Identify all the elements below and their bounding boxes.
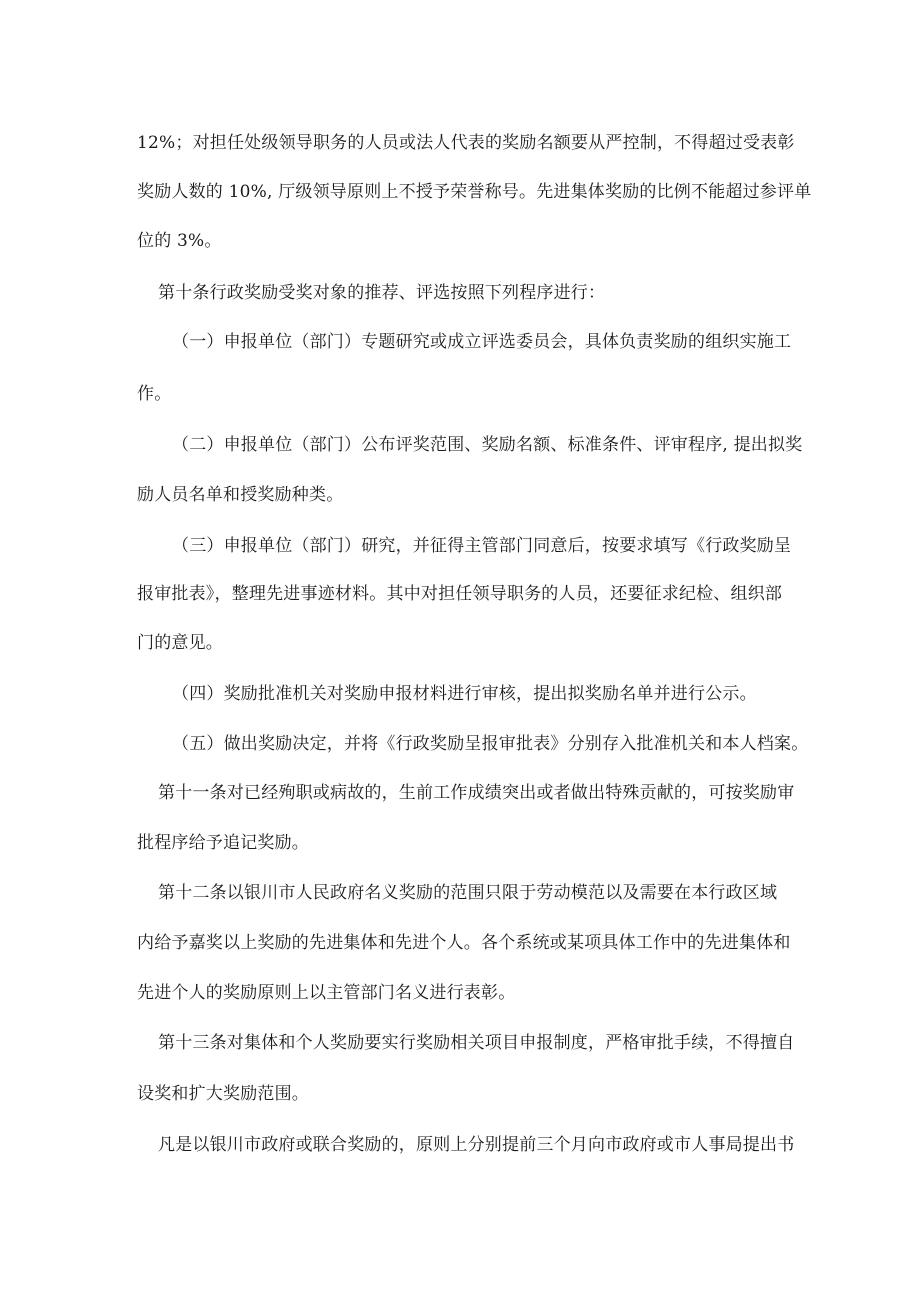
text-line: 12%；对担任处级领导职务的人员或法人代表的奖励名额要从严控制，不得超过受表彰 xyxy=(137,133,795,153)
text-line: 报审批表》，整理先进事迹材料。其中对担任领导职务的人员，还要征求纪检、组织部 xyxy=(137,584,783,604)
text-line: 第十一条对已经殉职或病故的，生前工作成绩突出或者做出特殊贡献的，可按奖励审 xyxy=(158,783,795,803)
text-line: （一）申报单位（部门）专题研究或成立评选委员会，具体负责奖励的组织实施工 xyxy=(172,332,792,352)
text-line: 第十条行政奖励受奖对象的推荐、评选按照下列程序进行： xyxy=(158,283,606,303)
text-line: 奖励人数的 10%, 厅级领导原则上不授予荣誉称号。先进集体奖励的比例不能超过参评单 xyxy=(137,182,812,202)
text-line: 内给予嘉奖以上奖励的先进集体和先进个人。各个系统或某项具体工作中的先进集体和 xyxy=(137,933,791,953)
text-line: 第十二条以银川市人民政府名义奖励的范围只限于劳动模范以及需要在本行政区域 xyxy=(158,883,778,903)
text-line: （四）奖励批准机关对奖励申报材料进行审核，提出拟奖励名单并进行公示。 xyxy=(172,684,757,704)
text-line: 励人员名单和授奖励种类。 xyxy=(137,485,344,505)
text-line: 作。 xyxy=(137,384,172,404)
text-line: （二）申报单位（部门）公布评奖范围、奖励名额、标准条件、评审程序, 提出拟奖 xyxy=(172,435,803,455)
text-line: （三）申报单位（部门）研究，并征得主管部门同意后，按要求填写《行政奖励呈 xyxy=(172,536,792,556)
text-line: 批程序给予追记奖励。 xyxy=(137,833,309,853)
text-line: 凡是以银川市政府或联合奖励的，原则上分别提前三个月向市政府或市人事局提出书 xyxy=(158,1135,795,1155)
text-line: 位的 3%。 xyxy=(137,231,222,251)
text-line: 第十三条对集体和个人奖励要实行奖励相关项目申报制度，严格审批手续，不得擅自 xyxy=(158,1033,795,1053)
text-line: 先进个人的奖励原则上以主管部门名义进行表彰。 xyxy=(137,983,516,1003)
text-line: （五）做出奖励决定，并将《行政奖励呈报审批表》分别存入批准机关和本人档案。 xyxy=(172,734,809,754)
text-line: 设奖和扩大奖励范围。 xyxy=(137,1084,309,1104)
text-line: 门的意见。 xyxy=(137,633,223,653)
